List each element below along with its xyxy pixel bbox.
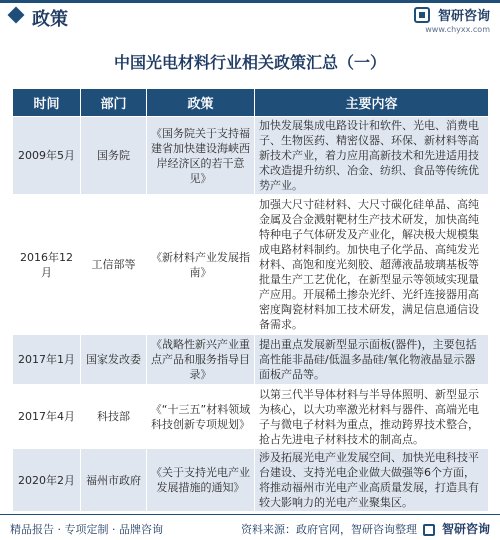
column-header-dept: 部门 <box>81 89 147 117</box>
cell-dept: 科技部 <box>81 385 147 449</box>
column-header-content: 主要内容 <box>255 89 489 117</box>
table-header-row <box>13 89 489 117</box>
cell-content: 以第三代半导体材料与半导体照明、新型显示为核心，以大功率激光材料与器件、高端光电子与微电子材料为重点，推动跨界技术整合，抢占先进电子材料技术的制高点。 <box>255 385 489 449</box>
column-header-policy: 政策 <box>147 89 255 117</box>
cell-dept: 福州市政府 <box>81 449 147 512</box>
footer-tagline: 精品报告 · 专项定制 · 品牌咨询 <box>10 523 163 536</box>
column-header-time: 时间 <box>13 89 81 117</box>
top-bar <box>0 0 500 32</box>
footer-logo-icon <box>423 524 435 536</box>
section-label: 政策 <box>32 9 68 30</box>
cell-content: 涉及拓展光电产业发展空间、加快光电科技平台建设、支持光电企业做大做强等6个方面，将推动福州市光电产业高质量发展，打造具有较大影响力的光电产业聚集区。 <box>255 449 489 512</box>
table-row <box>13 449 489 512</box>
cell-time: 2017年1月 <box>13 335 81 385</box>
table-row <box>13 117 489 195</box>
brand-logo-icon <box>414 7 430 23</box>
page-title: 中国光电材料行业相关政策汇总（一） <box>113 53 386 72</box>
cell-policy: 《国务院关于支持福建省加快建设海峡西岸经济区的若干意见》 <box>147 117 255 195</box>
table-row <box>13 195 489 335</box>
source-label: 资料来源：政府官网，智研咨询整理 <box>240 523 417 536</box>
brand-name: 智研咨询 <box>437 9 490 24</box>
cell-content: 加快发展集成电路设计和软件、光电、消费电子、生物医药、精密仪器、环保、新材料等高新技术产业，着力应用高新技术和先进适用技术改造提升纺织、冶金、纺织、食品等传统优势产业。 <box>255 117 489 195</box>
table-row <box>13 335 489 385</box>
section-bullet-icon <box>8 7 25 24</box>
brand <box>414 4 490 34</box>
brand-url: www.chyxx.com <box>425 25 490 34</box>
policy-table <box>12 88 489 512</box>
cell-dept: 国务院 <box>81 117 147 195</box>
table-row <box>13 385 489 449</box>
cell-content: 提出重点发展新型显示面板(器件)，主要包括高性能非晶硅/低温多晶硅/氧化物液晶显示器面板产品等。 <box>255 335 489 385</box>
footer-brand: 智研咨询 <box>441 522 490 536</box>
cell-content: 加强大尺寸硅材料、大尺寸碳化硅单晶、高纯金属及合金溅射靶材生产技术研发，加快高纯特种电子气体研发及产业化，解决极大规模集成电路材料制约。加快电子化学品、高纯发光材料、高饱和度光刻胶、超薄液晶玻璃基板等批量生产工艺优化，在新型显示等领域实现量产应用。开展稀土掺杂光纤、光纤连接器用高密度陶瓷材料加工技术研发，满足信息通信设备需求。 <box>255 195 489 335</box>
cell-policy: 《关于支持光电产业发展措施的通知》 <box>147 449 255 512</box>
cell-time: 2016年12月 <box>13 195 81 335</box>
cell-dept: 工信部等 <box>81 195 147 335</box>
footer <box>0 514 500 540</box>
footer-source <box>241 520 490 537</box>
cell-time: 2009年5月 <box>13 117 81 195</box>
cell-dept: 国家发改委 <box>81 335 147 385</box>
cell-policy: 《战略性新兴产业重点产品和服务指导目录》 <box>147 335 255 385</box>
cell-policy: 《“十三五”材料领域科技创新专项规划》 <box>147 385 255 449</box>
top-accent-line <box>0 0 500 3</box>
cell-policy: 《新材料产业发展指南》 <box>147 195 255 335</box>
cell-time: 2017年4月 <box>13 385 81 449</box>
cell-time: 2020年2月 <box>13 449 81 512</box>
